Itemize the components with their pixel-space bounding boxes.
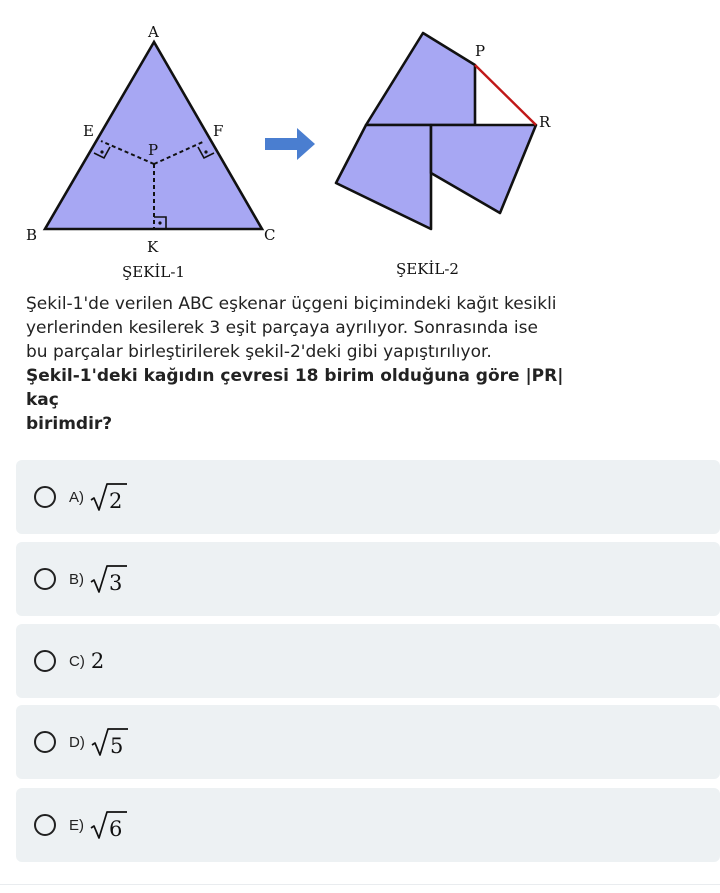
option-letter: E) bbox=[69, 816, 84, 834]
question-figure bbox=[0, 0, 720, 290]
question-line-bold: Şekil-1'deki kağıdın çevresi 18 birim olduğuna göre |PR| kaç bbox=[26, 366, 564, 410]
answer-option[interactable] bbox=[16, 705, 720, 779]
question-line: bu parçalar birleştirilerek şekil-2'deki gibi yapıştırılıyor. bbox=[26, 342, 492, 362]
label-b: B bbox=[26, 226, 38, 244]
label-f: F bbox=[213, 122, 224, 140]
radio-button[interactable] bbox=[34, 568, 56, 590]
question-text bbox=[26, 292, 586, 436]
option-value bbox=[91, 726, 129, 758]
shape2-pieces bbox=[336, 33, 536, 229]
radio-button[interactable] bbox=[34, 486, 56, 508]
option-value bbox=[91, 649, 104, 673]
radicand: 2 bbox=[109, 489, 123, 513]
answer-option[interactable] bbox=[16, 788, 720, 862]
sqrt-icon bbox=[90, 563, 128, 595]
shape1-triangle bbox=[45, 42, 262, 229]
option-number: 2 bbox=[90, 649, 105, 673]
label-k: K bbox=[147, 238, 159, 256]
option-value bbox=[90, 563, 128, 595]
label-r: R bbox=[539, 113, 551, 131]
option-letter: D) bbox=[69, 733, 85, 751]
sqrt-icon bbox=[90, 481, 128, 513]
sqrt-icon bbox=[90, 809, 128, 841]
radio-button[interactable] bbox=[34, 650, 56, 672]
answer-option[interactable] bbox=[16, 460, 720, 534]
option-letter: C) bbox=[69, 652, 85, 670]
radio-button[interactable] bbox=[34, 814, 56, 836]
sqrt-icon bbox=[91, 726, 129, 758]
question-line: Şekil-1'de verilen ABC eşkenar üçgeni biçimindeki kağıt kesikli bbox=[26, 294, 557, 314]
label-p1: P bbox=[148, 141, 159, 159]
option-value bbox=[90, 481, 128, 513]
radicand: 6 bbox=[109, 817, 123, 841]
option-letter: B) bbox=[69, 570, 84, 588]
arrow-right-icon bbox=[265, 128, 315, 160]
question-line: yerlerinden kesilerek 3 eşit parçaya ayrılıyor. Sonrasında ise bbox=[26, 318, 538, 338]
label-a: A bbox=[148, 23, 159, 41]
option-letter: A) bbox=[69, 488, 84, 506]
divider bbox=[0, 884, 720, 885]
radicand: 3 bbox=[109, 571, 123, 595]
answer-option[interactable] bbox=[16, 624, 720, 698]
caption-shape1: ŞEKİL-1 bbox=[122, 263, 185, 281]
radio-button[interactable] bbox=[34, 731, 56, 753]
answer-option[interactable] bbox=[16, 542, 720, 616]
option-value bbox=[90, 809, 128, 841]
question-line-bold: birimdir? bbox=[26, 414, 113, 434]
segment-pr bbox=[475, 65, 536, 125]
radicand: 5 bbox=[109, 734, 124, 758]
label-c: C bbox=[264, 226, 276, 244]
label-p2: P bbox=[475, 42, 486, 60]
label-e: E bbox=[83, 122, 94, 140]
caption-shape2: ŞEKİL-2 bbox=[396, 260, 459, 278]
